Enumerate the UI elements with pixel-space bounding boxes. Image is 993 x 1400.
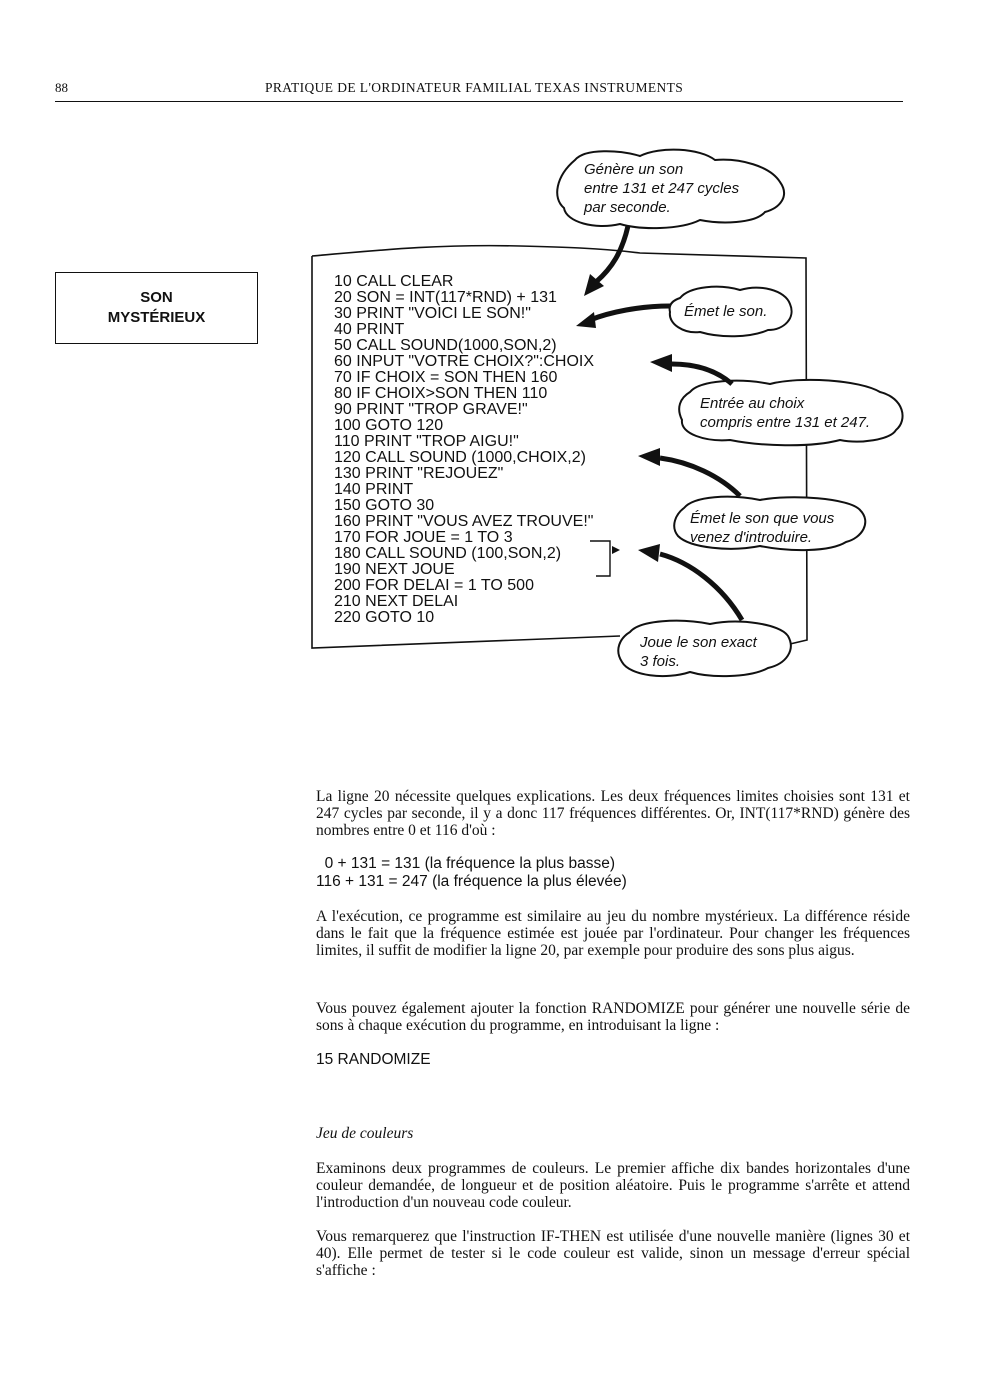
listing-line: 100 GOTO 120 — [334, 417, 444, 434]
arrow-5 — [660, 554, 742, 620]
listing-line: 110 PRINT "TROP AIGU!" — [334, 433, 519, 450]
listing-line: 30 PRINT "VOICI LE SON!" — [334, 305, 531, 322]
paragraph-4: Examinons deux programmes de couleurs. Le premier affiche dix bandes horizontales d'une couleur demandée, de longueur et de position aléatoire. Puis le programme s'arrête et attend l'introduction d'un nouveau code couleur. — [316, 1160, 910, 1211]
listing-line: 40 PRINT — [334, 321, 405, 338]
listing-line: 60 INPUT "VOTRE CHOIX?":CHOIX — [334, 353, 595, 370]
listing-line: 120 CALL SOUND (1000,CHOIX,2) — [334, 449, 586, 466]
formula-2: 116 + 131 = 247 (la fréquence la plus élevée) — [316, 873, 627, 890]
arrow-1 — [596, 226, 628, 282]
listing-line: 50 CALL SOUND(1000,SON,2) — [334, 337, 557, 354]
code-line: 15 RANDOMIZE — [316, 1051, 431, 1068]
arrow-2 — [590, 306, 670, 320]
paragraph-1: La ligne 20 nécessite quelques explications. Les deux fréquences limites choisies sont 131 et 247 cycles par seconde, il y a donc 117 fréquences différentes. Or, INT(117*RND) génère des nombres entre 0 et 116 d'où : — [316, 788, 910, 839]
listing-line: 190 NEXT JOUE — [334, 561, 455, 578]
listing-line: 140 PRINT — [334, 481, 414, 498]
program-listing — [334, 274, 594, 626]
listing-line: 160 PRINT "VOUS AVEZ TROUVE!" — [334, 513, 594, 530]
bracket-arrow-tip — [612, 546, 620, 554]
listing-line: 70 IF CHOIX = SON THEN 160 — [334, 369, 558, 386]
arrow-4-head — [638, 448, 660, 466]
paragraph-5: Vous remarquerez que l'instruction IF-THEN est utilisée d'une nouvelle manière (lignes 30 et 40). Elle permet de tester si le code couleur est valide, sinon un message d'erreur spécial s'affiche : — [316, 1228, 910, 1279]
bubble-3-text: Entrée au choix compris entre 131 et 247. — [700, 395, 871, 431]
running-header: PRATIQUE DE L'ORDINATEUR FAMILIAL TEXAS INSTRUMENTS — [265, 80, 684, 95]
bubble-4-text: Émet le son que vous venez d'introduire. — [690, 510, 835, 546]
listing-line: 210 NEXT DELAI — [334, 593, 459, 610]
bubble-5-text: Joue le son exact 3 fois. — [640, 634, 757, 670]
formula-1: 0 + 131 = 131 (la fréquence la plus basse) — [316, 855, 616, 872]
bubble-1-text: Génère un son entre 131 et 247 cycles par seconde. — [584, 161, 740, 216]
listing-line: 130 PRINT "REJOUEZ" — [334, 465, 504, 482]
section-title-line-1: SON — [140, 289, 173, 306]
arrow-3-head — [650, 354, 672, 372]
listing-line: 20 SON = INT(117*RND) + 131 — [334, 289, 557, 306]
arrow-4 — [660, 458, 740, 496]
listing-line: 220 GOTO 10 — [334, 609, 435, 626]
page-number: 88 — [55, 80, 68, 95]
listing-line: 80 IF CHOIX>SON THEN 110 — [334, 385, 548, 402]
paragraph-2: A l'exécution, ce programme est similaire au jeu du nombre mystérieux. La différence réside dans le fait que la fréquence estimée est jouée par l'ordinateur. Pour changer les fréquences limites, il suffit de modifier la ligne 20, par exemple pour produire des sons plus aigus. — [316, 908, 910, 959]
listing-line: 150 GOTO 30 — [334, 497, 435, 514]
bubble-2-text: Émet le son. — [684, 303, 768, 320]
listing-line: 180 CALL SOUND (100,SON,2) — [334, 545, 562, 562]
listing-line: 200 FOR DELAI = 1 TO 500 — [334, 577, 534, 594]
listing-line: 10 CALL CLEAR — [334, 273, 454, 290]
arrow-5-head — [638, 544, 660, 562]
listing-line: 170 FOR JOUE = 1 TO 3 — [334, 529, 513, 546]
listing-line: 90 PRINT "TROP GRAVE!" — [334, 401, 528, 418]
section-title-line-2: MYSTÉRIEUX — [107, 309, 206, 326]
section-heading: Jeu de couleurs — [316, 1125, 414, 1142]
paragraph-3: Vous pouvez également ajouter la fonction RANDOMIZE pour générer une nouvelle série de sons à chaque exécution du programme, en introduisant la ligne : — [316, 1000, 910, 1034]
